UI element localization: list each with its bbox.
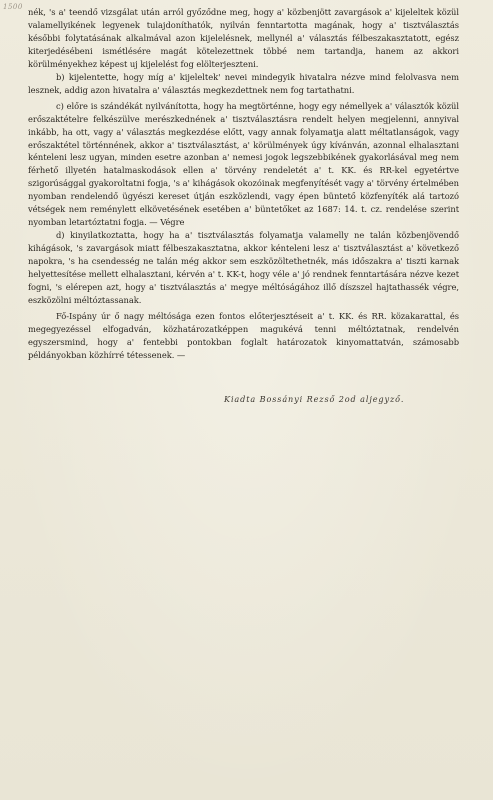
document-body (28, 6, 459, 362)
page-number-mark: 1500 (3, 3, 23, 11)
paragraph-d: d) kinyilatkoztatta, hogy ha a' tisztválasztás folyamatja valamelly ne talán közbenjövendő kihágások, 's zavargások miatt félbeszakasztatna, akkor kénteleni lesz a' tisztválasztást a' következő napokra, 's ha csendesség ne talán még akkor sem eszközöltethetnék, más időszakra a' tiszti karnak helyettesítése mellett elhalasztani, kérvén a' t. KK-t, hogy véle a' jó rendnek fenntartására nézve kezet fogni, 's elérepen azt, hogy a' tisztválasztás a' megye méltóságához illő díszszel hajtathassék végre, eszközölni méltóztassanak. (28, 230, 459, 305)
paragraph-continuation: nék, 's a' teendő vizsgálat után arról győződne meg, hogy a' közbenjött zavargások a' kijeleltek közül valamellyikének legyenek tulajdoníthatók, nyilván fenntartotta magának, hogy a' tisztválasztás későbbi folytatásának alkalmával azon kijelelésnek, mellynél a' választás félbeszakasztatott, egész kiterjedésébeni ismétlésére magát kötelezettnek többé nem tartandja, hanem az akkori körülményekhez képest uj kijelelést fog elölterjeszteni. (28, 7, 459, 69)
paragraph-resolution: Fő-Ispány úr ő nagy méltósága ezen fontos előterjesztéseit a' t. KK. és RR. közakarattal, és megegyezéssel elfogadván, közhatározatképpen magukévá tenni méltóztatnak, rendelvén egyszersmind, hogy a' fentebbi pontokban foglalt határozatok kinyomattatván, számosabb példányokban közhírré tétessenek. — (28, 310, 459, 360)
paragraph-c: c) előre is szándékát nyilvánította, hogy ha megtörténne, hogy egy némellyek a' választók közül erőszaktételre felkészülve merészkednének a' tisztválasztásra rendelt helyen megjelenni, annyival inkább, ha ott, vagy a' választás megkezdése előtt, vagy annak folyamatja alatt méltatlanságok, vagy erőszaktétel történnének, akkor a' tisztválasztást, a' körülmények úgy kívánván, azonnal elhalasztani kénteleni lesz ugyan, minden esetre azonban a' nemesi jogok legszebbikének gyakorlásával meg nem férhető illyetén hatalmaskodások ellen a' törvény rendeletét a' t. KK. és RR-kel egyetértve szigorúsággal gyakoroltatni fogja, 's a' kihágások okozóinak megfenyítését vagy a' törvény értelmében nyomban rendelendő ügyészi kereset útján eszközlendi, vagy épen büntető közfenyíték alá tartozó vétségek nem reménylett elkövetésének esetében a' büntetőket az 1687: 14. t. cz. rendelése szerint nyomban letartóztatni fogja. — Végre (28, 100, 459, 228)
signature: Kiadta Bossányi Rezső 2od aljegyző. (224, 393, 405, 404)
paragraph-b: b) kijelentette, hogy míg a' kijeleltek' nevei mindegyik hivatalra nézve mind felolvasva nem lesznek, addig azon hivatalra a' választás megkezdettnek nem fog tartathatni. (28, 71, 459, 95)
